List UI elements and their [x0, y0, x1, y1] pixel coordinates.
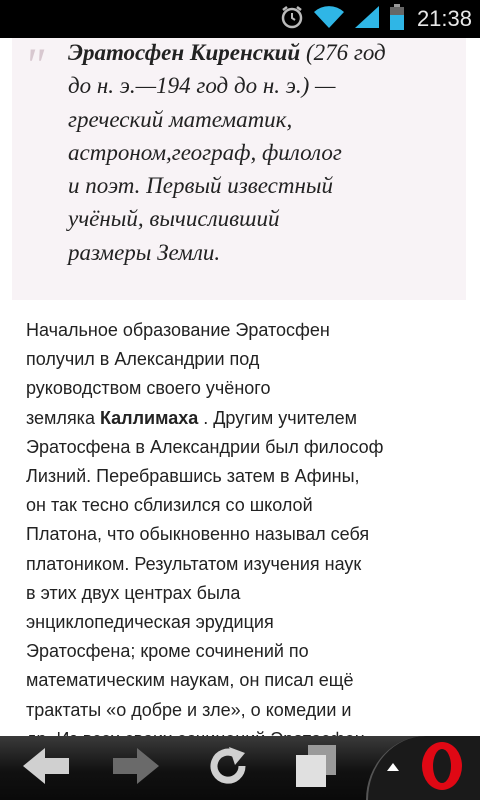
back-button[interactable]: [14, 736, 78, 800]
forward-button[interactable]: [104, 736, 168, 800]
alarm-icon: [279, 4, 305, 35]
reload-button[interactable]: [196, 736, 260, 800]
browser-toolbar: [0, 736, 480, 800]
wifi-icon: [313, 4, 345, 35]
kallimachus-link[interactable]: Каллимаха: [99, 407, 199, 428]
menu-up-icon: [386, 759, 400, 777]
quote-mark-icon: ": [24, 39, 45, 92]
clock: 21:38: [416, 6, 472, 31]
reload-icon: [205, 743, 251, 794]
quote-block: [12, 38, 466, 300]
opera-logo-icon: [418, 739, 466, 798]
status-bar: [0, 0, 480, 38]
opera-menu-area: [366, 736, 480, 800]
signal-icon: [353, 4, 381, 35]
quote-text: Эратосфен Киренский (276 год до н. э.—194 год до н. э.) — греческий математик, астроном,географ, филолог и поэт. Первый известный учёный, вычисливший размеры Земли.: [68, 40, 386, 265]
menu-up-button[interactable]: [378, 736, 408, 800]
tabs-icon: [294, 743, 338, 794]
quote-name: Эратосфен Киренский: [68, 40, 301, 65]
forward-arrow-icon: [111, 746, 161, 791]
status-icons: [279, 0, 472, 38]
back-arrow-icon: [21, 746, 71, 791]
article-content[interactable]: [0, 38, 480, 736]
tabs-button[interactable]: [284, 736, 348, 800]
battery-icon: [389, 3, 405, 36]
opera-menu-button[interactable]: [412, 736, 472, 800]
article-paragraph: Начальное образование Эратосфен получил в Александрии под руководством своего учёного земляка Каллимаха . Другим учителем Эратосфена в Александрии был философ Лизний. Перебравшись затем в Афины, он так тесно сблизился со школой Платона, что обыкновенно называл себя платоником. Результатом изучения наук в этих двух центрах была энциклопедическая эрудиция Эратосфена; кроме сочинений по математическим наукам, он писал ещё трактаты «о добре и зле», о комедии и: [26, 320, 384, 720]
